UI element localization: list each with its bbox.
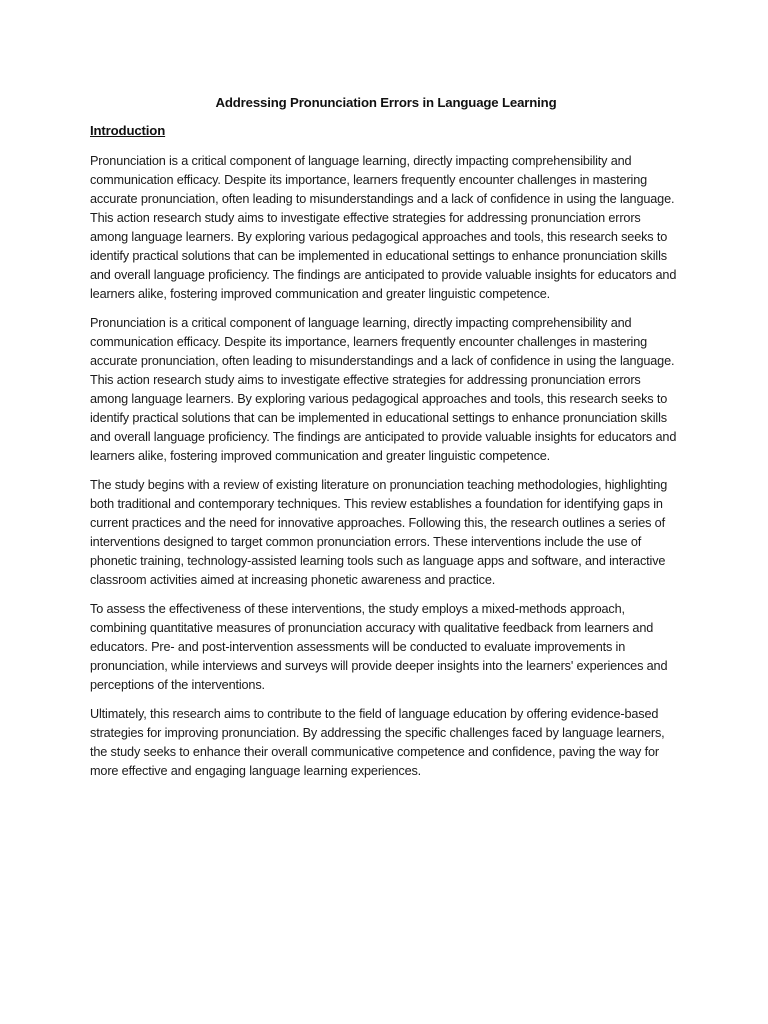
document-body xyxy=(90,93,682,781)
paragraph: To assess the effectiveness of these interventions, the study employs a mixed-methods approach, combining quantitative measures of pronunciation accuracy with qualitative feedback from learners and educators. Pre- and post-intervention assessments will be conducted to evaluate improvements in pronunciation, while interviews and surveys will provide deeper insights into the learners' experiences and perceptions of the interventions. xyxy=(90,602,668,692)
paragraph: Ultimately, this research aims to contribute to the field of language education by offering evidence-based strategies for improving pronunciation. By addressing the specific challenges faced by language learners, the study seeks to enhance their overall communicative competence and confidence, paving the way for more effective and engaging language learning experiences. xyxy=(90,707,665,778)
paragraph: The study begins with a review of existing literature on pronunciation teaching methodologies, highlighting both traditional and contemporary techniques. This review establishes a foundation for identifying gaps in current practices and the need for innovative approaches. Following this, the research outlines a series of interventions designed to target common pronunciation errors. These interventions include the use of phonetic training, technology-assisted learning tools such as language apps and software, and interactive classroom activities aimed at increasing phonetic awareness and practice. xyxy=(90,478,668,587)
paragraph: Pronunciation is a critical component of language learning, directly impacting comprehensibility and communication efficacy. Despite its importance, learners frequently encounter challenges in mastering accurate pronunciation, often leading to misunderstandings and a lack of confidence in using the language. This action research study aims to investigate effective strategies for addressing pronunciation errors among language learners. By exploring various pedagogical approaches and tools, this research seeks to identify practical solutions that can be implemented in educational settings to enhance pronunciation skills and overall language proficiency. The findings are anticipated to provide valuable insights for educators and learners alike, fostering improved communication and greater linguistic competence. xyxy=(90,154,677,301)
section-heading-introduction: Introduction xyxy=(90,123,166,138)
document-title: Addressing Pronunciation Errors in Language Learning xyxy=(215,95,557,110)
paragraph: Pronunciation is a critical component of language learning, directly impacting comprehensibility and communication efficacy. Despite its importance, learners frequently encounter challenges in mastering accurate pronunciation, often leading to misunderstandings and a lack of confidence in using the language. This action research study aims to investigate effective strategies for addressing pronunciation errors among language learners. By exploring various pedagogical approaches and tools, this research seeks to identify practical solutions that can be implemented in educational settings to enhance pronunciation skills and overall language proficiency. The findings are anticipated to provide valuable insights for educators and learners alike, fostering improved communication and greater linguistic competence. xyxy=(90,316,677,463)
